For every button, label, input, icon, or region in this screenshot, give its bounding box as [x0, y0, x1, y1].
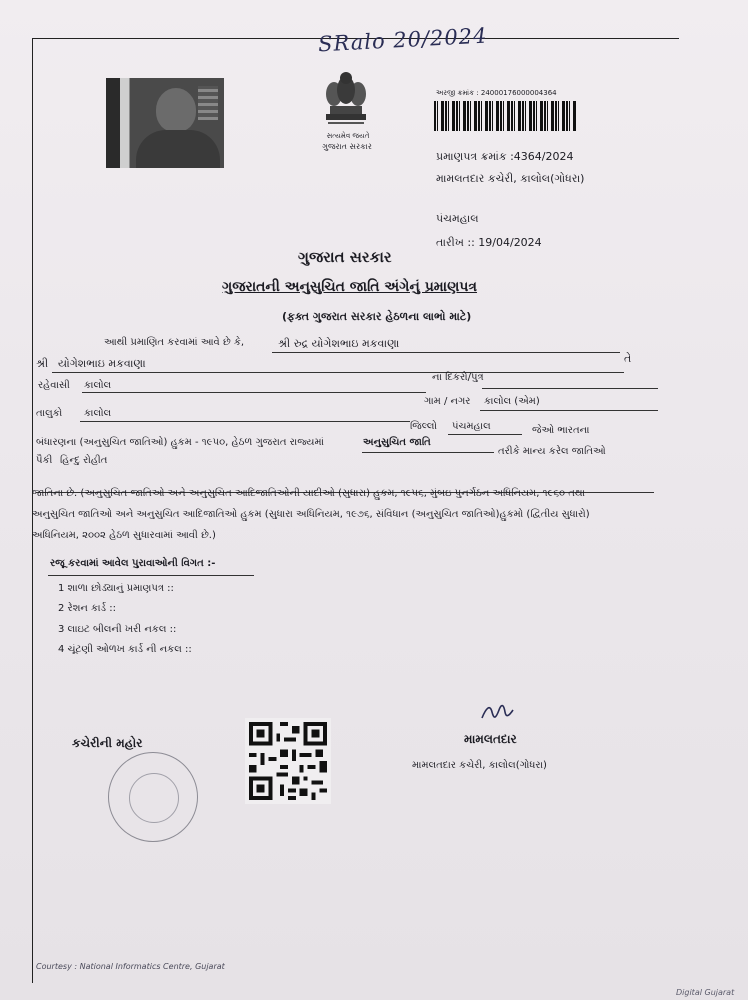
shri-label: શ્રી [36, 357, 49, 370]
te-label: તે [624, 352, 632, 365]
legal-paragraph-1: જાતિના છે. (અનુસુચિત જાતિઓ અને અનુસુચિત આદિજાતિઓની યાદીઓ (સુધારા) હુકમ, ૧૯૫૬, મુંબઇ પુનર્ગઠન અધિનિયમ, ૧૯૬૦ તથા [32, 488, 585, 499]
emblem-caption: ગુજરાત સરકાર [322, 142, 372, 151]
qr-code [244, 718, 332, 804]
office-seal-label: કચેરીની મહોર [72, 736, 143, 750]
state-emblem-icon [318, 66, 374, 132]
village-label: ગામ / નગર [424, 396, 471, 407]
handwritten-note: SRalo 20/2024 [317, 23, 488, 57]
document-item: 4 ચૂંટણી ઓળખ કાર્ડ ની નકલ :: [58, 644, 192, 655]
father-name: યોગેશભાઇ મકવાણા [58, 357, 146, 370]
subcaste-prefix: પૈકી [36, 455, 53, 466]
village-line [480, 410, 658, 411]
officer-office: મામલતદાર કચેરી, કાલોલ(ગોધરા) [412, 760, 547, 771]
legal-paragraph-3: અધિનિયમ, ૨૦૦૨ હેઠળ સુધારવામાં આવી છે.) [32, 530, 216, 541]
document-item: 1 શાળા છોડ્યાનું પ્રમાણપત્ર :: [58, 583, 174, 594]
district-label: જિલ્લો [410, 421, 437, 432]
applicant-photo [106, 78, 224, 168]
recognised-label: તરીકે માન્ય કરેલ જાતિઓ [498, 446, 606, 457]
officer-title: મામલતદાર [464, 732, 517, 746]
certify-prefix: આથી પ્રમાણિત કરવામાં આવે છે કે, [104, 337, 245, 348]
footer-corner: Digital Gujarat [676, 988, 735, 997]
footer-courtesy: Courtesy : National Informatics Centre, Gujarat [36, 962, 225, 971]
issuing-office: મામલતદાર કચેરી, કાલોલ(ગોધરા) [436, 172, 585, 185]
applicant-name: શ્રી રુદ્ર યોગેશભાઇ મકવાણા [278, 337, 400, 350]
documents-heading: રજૂ કરવામાં આવેલ પુરાવાઓની વિગત :- [50, 558, 216, 569]
issue-date: તારીખ :: 19/04/2024 [436, 236, 542, 249]
constitution-line: બંધારણના (અનુસુચિત જાતિઓ) હુકમ - ૧૯૫૦, હેઠળ ગુજરાત રાજ્યમાં [36, 437, 324, 448]
document-item: 2 રેશન કાર્ડ :: [58, 603, 116, 614]
applicant-name-line [272, 352, 620, 353]
documents-heading-line [48, 575, 254, 576]
subcaste-value: હિન્દુ રોહીત [60, 455, 108, 466]
certificate-title: ગુજરાતની અનુસુચિત જાતિ અંગેનું પ્રમાણપત્ર [222, 279, 478, 295]
officer-signature [478, 700, 518, 724]
office-seal-stamp [108, 752, 198, 842]
document-item: 3 લાઇટ બીલની ખરી નકલ :: [58, 624, 177, 635]
taluka-value: કાલોલ [84, 408, 112, 419]
son-line [482, 388, 658, 389]
district-line [448, 434, 522, 435]
father-name-line [52, 372, 624, 373]
caste-category: અનુસુચિત જાતિ [363, 437, 431, 448]
district-name: પંચમહાલ [436, 212, 479, 225]
resident-line [82, 392, 426, 393]
barcode [434, 101, 576, 131]
application-number: અરજી ક્રમાંક : 24000176000004364 [436, 89, 557, 97]
taluka-line [80, 421, 410, 422]
state-label: જેઓ ભારતના [532, 425, 590, 436]
district-value: પંચમહાલ [452, 421, 491, 432]
certificate-number: પ્રમાણપત્ર ક્રમાંક :4364/2024 [436, 150, 574, 163]
village-value: કાલોલ (એમ) [484, 396, 540, 407]
certificate-subtitle: (ફક્ત ગુજરાત સરકાર હેઠળના લાભો માટે) [282, 310, 472, 323]
legal-paragraph-2: અનુસુચિત જાતિઓ અને અનુસુચિત આદિજાતિઓ હુકમ (સુધારા અધિનિયમ, ૧૯૭૬, સંવિધાન (અનુસુચિત જાતિઓ)હુકમો (દ્વિતીય સુધારો) [32, 509, 590, 520]
resident-value: કાલોલ [84, 380, 112, 391]
taluka-label: તાલુકો [36, 408, 63, 419]
government-title: ગુજરાત સરકાર [298, 248, 392, 266]
caste-line [362, 452, 494, 453]
son-label: ના દિકરો/પુત્ર [432, 372, 484, 383]
emblem-motto: સત્યમેવ જયતે [326, 132, 370, 140]
resident-label: રહેવાસી [38, 380, 70, 391]
